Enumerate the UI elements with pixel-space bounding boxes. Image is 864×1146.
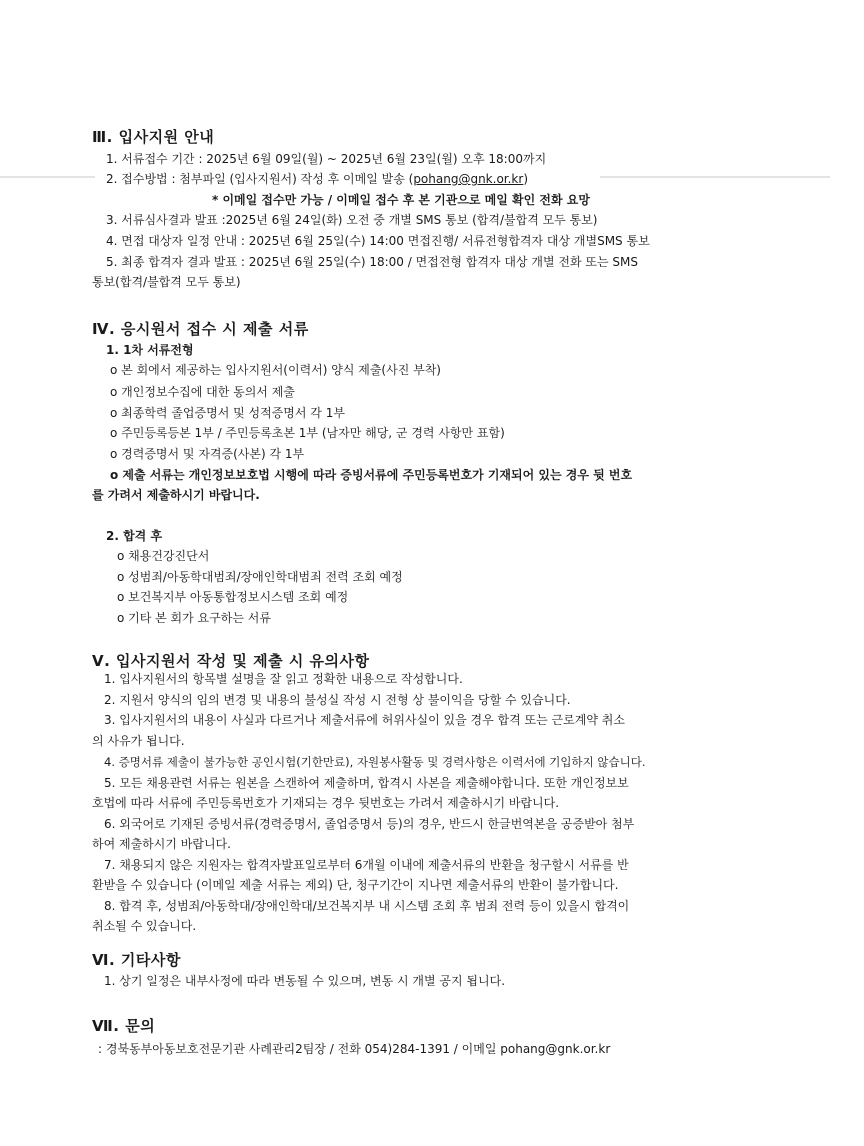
- section-4-item-4: o 주민등록등본 1부 / 주민등록초본 1부 (남자만 해당, 군 경력 사항만 표함): [110, 426, 505, 440]
- section-4-item-6-cont: 를 가려서 제출하시기 바랍니다.: [92, 488, 260, 502]
- section-7-title: Ⅶ. 문의: [92, 1017, 156, 1035]
- section-5-item-3-cont: 의 사유가 됩니다.: [92, 734, 185, 748]
- section-5-item-7: 7. 채용되지 않은 지원자는 합격자발표일로부터 6개월 이내에 제출서류의 반환을 청구할시 서류를 반: [104, 858, 629, 872]
- contact-line: : 경북동부아동보호전문기관 사례관리2팀장 / 전화 054)284-1391 / 이메일 pohang@gnk.or.kr: [98, 1042, 611, 1056]
- section-5-item-3: 3. 입사지원서의 내용이 사실과 다르거나 제출서류에 허위사실이 있을 경우 합격 또는 근로계약 취소: [104, 713, 625, 727]
- section-4-subtitle-1: 1. 1차 서류전형: [106, 343, 194, 357]
- section-3-item-5: 5. 최종 합격자 결과 발표 : 2025년 6월 25일(수) 18:00 / 면접전형 합격자 대상 개별 전화 또는 SMS: [106, 255, 638, 269]
- section-3-email-note: * 이메일 접수만 가능 / 이메일 접수 후 본 기관으로 메일 확인 전화 요망: [212, 193, 590, 207]
- section-3-item-3: 3. 서류심사결과 발표 :2025년 6월 24일(화) 오전 중 개별 SMS 통보 (합격/불합격 모두 통보): [106, 213, 598, 227]
- section-5-item-8: 8. 합격 후, 성범죄/아동학대/장애인학대/보건복지부 내 시스템 조회 후 범죄 전력 등이 있을시 합격이: [104, 899, 630, 913]
- section-4-item-5: o 경력증명서 및 자격증(사본) 각 1부: [110, 447, 305, 461]
- scan-noise-left: [0, 176, 95, 178]
- section-3-item-2-text: 2. 접수방법 : 첨부파일 (입사지원서) 작성 후 이메일 발송 (: [106, 172, 414, 186]
- section-4-item-2: o 개인정보수집에 대한 동의서 제출: [110, 385, 295, 399]
- section-3-item-1: 1. 서류접수 기간 : 2025년 6월 09일(월) ~ 2025년 6월 23일(월) 오후 18:00까지: [106, 152, 547, 166]
- section-3-item-5-cont: 통보(합격/불합격 모두 통보): [92, 275, 241, 289]
- scan-noise-right: [600, 176, 830, 178]
- section-6-title: Ⅵ. 기타사항: [92, 951, 181, 969]
- section-4-item-6: o 제출 서류는 개인정보보호법 시행에 따라 증빙서류에 주민등록번호가 기재되어 있는 경우 뒷 번호: [110, 468, 633, 482]
- section-3-title: Ⅲ. 입사지원 안내: [92, 128, 215, 146]
- section-4-title: Ⅳ. 응시원서 접수 시 제출 서류: [92, 320, 309, 338]
- section-4-item-1: o 본 회에서 제공하는 입사지원서(이력서) 양식 제출(사진 부착): [110, 363, 441, 377]
- section-5-title: Ⅴ. 입사지원서 작성 및 제출 시 유의사항: [92, 652, 370, 670]
- section-5-item-5-cont: 호법에 따라 서류에 주민등록번호가 기재되는 경우 뒷번호는 가려서 제출하시기 바랍니다.: [92, 796, 560, 810]
- section-3-item-2: [106, 172, 528, 186]
- section-5-item-6-cont: 하여 제출하시기 바랍니다.: [92, 837, 231, 851]
- section-5-item-4: 4. 증명서류 제출이 불가능한 공인시험(기한만료), 자원봉사활동 및 경력사항은 이력서에 기입하지 않습니다.: [104, 755, 646, 769]
- section-3-item-2-close: ): [523, 172, 528, 186]
- section-5-item-6: 6. 외국어로 기재된 증빙서류(경력증명서, 졸업증명서 등)의 경우, 반드시 한글번역본을 공증받아 첨부: [104, 817, 635, 831]
- section-6-item-1: 1. 상기 일정은 내부사정에 따라 변동될 수 있으며, 변동 시 개별 공지 됩니다.: [104, 974, 506, 988]
- section-4-after-item-4: o 기타 본 회가 요구하는 서류: [117, 611, 271, 625]
- section-5-item-5: 5. 모든 채용관련 서류는 원본을 스캔하여 제출하며, 합격시 사본을 제출해야합니다. 또한 개인정보보: [104, 776, 629, 790]
- section-4-after-item-2: o 성범죄/아동학대범죄/장애인학대범죄 전력 조회 예정: [117, 570, 403, 584]
- section-3-item-4: 4. 면접 대상자 일정 안내 : 2025년 6월 25일(수) 14:00 면접진행/ 서류전형합격자 대상 개별SMS 통보: [106, 234, 650, 248]
- section-4-after-item-1: o 채용건강진단서: [117, 549, 210, 563]
- section-4-subtitle-2: 2. 합격 후: [106, 529, 163, 543]
- section-5-item-2: 2. 지원서 양식의 임의 변경 및 내용의 불성실 작성 시 전형 상 불이익을 당할 수 있습니다.: [104, 693, 571, 707]
- section-4-item-3: o 최종학력 졸업증명서 및 성적증명서 각 1부: [110, 406, 345, 420]
- contact-email-link[interactable]: pohang@gnk.or.kr: [413, 172, 524, 186]
- section-5-item-1: 1. 입사지원서의 항목별 설명을 잘 읽고 정확한 내용으로 작성합니다.: [104, 672, 463, 686]
- section-4-after-item-3: o 보건복지부 아동통합정보시스템 조회 예정: [117, 590, 349, 604]
- section-5-item-8-cont: 취소될 수 있습니다.: [92, 919, 197, 933]
- section-5-item-7-cont: 환받을 수 있습니다 (이메일 제출 서류는 제외) 단, 청구기간이 지나면 제출서류의 반환이 불가합니다.: [92, 878, 619, 892]
